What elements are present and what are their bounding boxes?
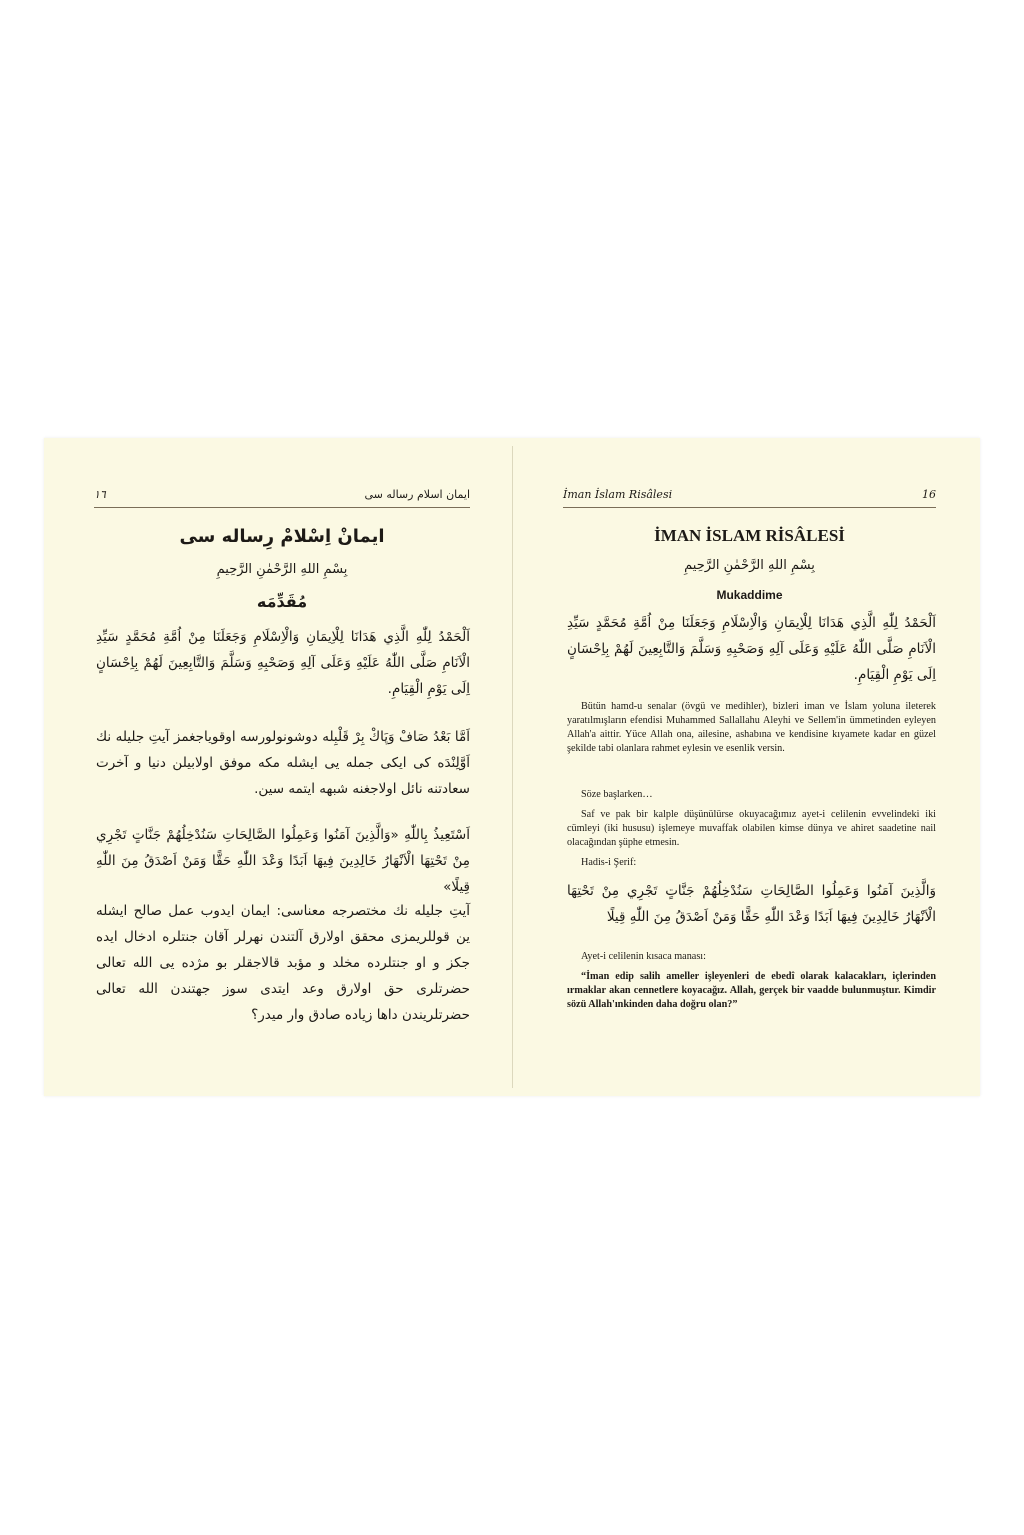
left-page-title: ايمانْ اِسْلامْ رِساله سى bbox=[179, 526, 385, 547]
left-running-title: ايمان اسلام رساله سی bbox=[364, 488, 470, 501]
header-rule bbox=[94, 507, 470, 508]
left-paragraph-4: آيتِ جليله نك مختصرجه معناسى: ايمان ايدوب عمل صالح ايشله ين قوللريمزى محقق اولارق آلتندن نهرلر آقان جنتلره ادخال ايده جكز و او جنتلرده مخلد و مؤبد قالاجقلر بو مژده يى الله تعالى حضرتلرى حق اولارق وعد ايتدى سوز جهتندن الله تعالى حضرتلريندن داها زياده صادق وار ميدر؟ bbox=[96, 903, 470, 1023]
left-basmala: بِسْمِ اللهِ الرَّحْمٰنِ الرَّحِيمِ bbox=[216, 562, 348, 577]
right-arabic-verse: وَالَّذِينَ آمَنُوا وَعَمِلُوا الصَّالِحَاتِ سَنُدْخِلُهُمْ جَنَّاتٍ تَجْرِي مِنْ تَحْتِهَا الْاَنْهَارُ خَالِدِينَ فِيهَا اَبَدًا وَعْدَ اللّٰهِ حَقًّا وَمَنْ اَصْدَقُ مِنَ اللّٰهِ قِيلًا bbox=[567, 883, 936, 925]
hadis-label: Hadis-i Şerif: bbox=[581, 857, 637, 868]
left-page bbox=[44, 438, 512, 1096]
left-paragraph-3: اَسْتَعِيذُ بِاللّٰهِ «وَالَّذِينَ آمَنُوا وَعَمِلُوا الصَّالِحَاتِ سَنُدْخِلُهُمْ جَنَّاتٍ تَجْرِي مِنْ تَحْتِهَا الْاَنْهَارُ خَالِدِينَ فِيهَا اَبَدًا وَعْدَ اللّٰهِ حَقًّا وَمَنْ اَصْدَقُ مِنَ اللّٰهِ قِيلًا» bbox=[96, 827, 470, 895]
right-arabic-opening: اَلْحَمْدُ لِلّٰهِ الَّذِي هَدَانَا لِلْاِيمَانِ وَالْاِسْلَامِ وَجَعَلَنَا مِنْ اُمَّةِ مُحَمَّدٍ سَيِّدِ الْاَنَامِ صَلَّى اللّٰهُ عَلَيْهِ وَعَلَى آلِهِ وَصَحْبِهِ وَسَلَّمَ وَالتَّابِعِينَ لَهُمْ بِاِحْسَانٍ اِلَى يَوْمِ الْقِيَامِ. bbox=[567, 615, 936, 683]
header-rule bbox=[563, 507, 936, 508]
verse-meaning: “İman edip salih ameller işleyenleri de ebedî olarak kalacakları, içlerinden ırmaklar akan cennetlere koyacağız. Allah, gerçek bir vaadde bulunmuştur. Kimdir sözü Allah'ınkinden daha doğru olan?” bbox=[567, 971, 936, 1010]
translation-paragraph-2: Saf ve pak bir kalple düşünülürse okuyacağımız ayet-i celilenin evvelindeki iki cümleyi (iki hususu) işlemeye muvaffak olabilen kimse dünya ve ahiret saadetine nail olacağından şüphe etmesin. bbox=[567, 809, 936, 848]
translation-paragraph-1: Bütün hamd-u senalar (övgü ve medihler), bizleri iman ve İslam yoluna ileterek yaratılmışların efendisi Muhammed Sallallahu Aleyhi ve Sellem'in ümmetinden eyleyen Allah'a aittir. Yüce Allah ona, ailesine, ashabına ve kendisine kıyamete kadar en güzel şekilde tabi olanlara rahmet eylesin ve esenlik versin. bbox=[567, 701, 936, 754]
left-paragraph-2: اَمَّا بَعْدُ صَافْ وَپَاكْ بِرْ قَلْبِله دوشونولورسه اوقوياجغمز آيتِ جليله نك اَوَّلِنْدَه كى ايكى جمله يى ايشله مكه موفق اولابيلن دنيا و آخرت سعادتنه نائل اولاجغنه شبهه ايتمه سين. bbox=[96, 729, 470, 797]
right-page-number: 16 bbox=[922, 488, 936, 501]
right-running-header bbox=[563, 486, 936, 504]
left-page-number: ١٦ bbox=[94, 488, 106, 501]
soze-baslarken: Söze başlarken… bbox=[581, 789, 653, 800]
left-paragraph-1: اَلْحَمْدُ لِلّٰهِ الَّذِي هَدَانَا لِلْاِيمَانِ وَالْاِسْلَامِ وَجَعَلَنَا مِنْ اُمَّةِ مُحَمَّدٍ سَيِّدِ الْاَنَامِ صَلَّى اللّٰهُ عَلَيْهِ وَعَلَى آلِهِ وَصَحْبِهِ وَسَلَّمَ وَالتَّابِعِينَ لَهُمْ بِاِحْسَانٍ اِلَى يَوْمِ الْقِيَامِ. bbox=[96, 629, 470, 697]
right-subtitle: Mukaddime bbox=[716, 588, 783, 602]
left-heading: مُقَدِّمَه bbox=[256, 592, 308, 611]
right-running-title: İman İslam Risâlesi bbox=[563, 488, 673, 501]
right-page-title: İMAN İSLAM RİSÂLESİ bbox=[654, 526, 845, 545]
meaning-label: Ayet-i celilenin kısaca manası: bbox=[581, 951, 706, 962]
left-running-header bbox=[94, 486, 470, 504]
book-spread bbox=[44, 438, 980, 1096]
right-basmala: بِسْمِ اللهِ الرَّحْمٰنِ الرَّحِيمِ bbox=[684, 558, 815, 573]
right-page bbox=[513, 438, 980, 1096]
